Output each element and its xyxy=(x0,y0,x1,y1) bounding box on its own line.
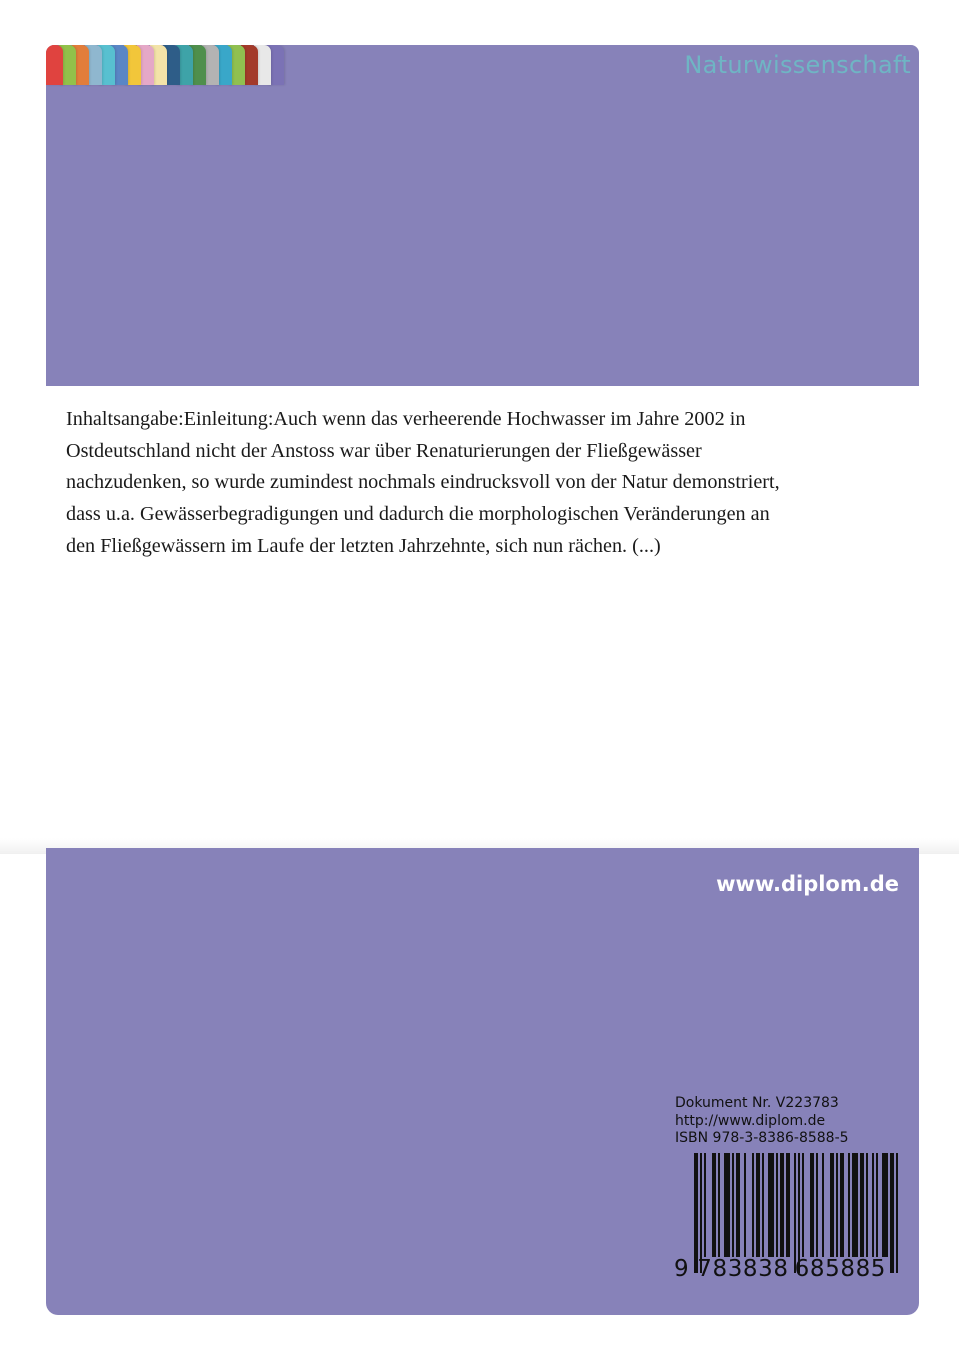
barcode-digits xyxy=(674,1256,886,1282)
barcode-bar xyxy=(866,1153,868,1257)
barcode-bar xyxy=(756,1153,760,1257)
barcode-bar xyxy=(762,1153,764,1257)
barcode-digit-lead: 9 xyxy=(674,1256,690,1282)
barcode-bar xyxy=(896,1153,898,1273)
barcode-bar xyxy=(712,1153,716,1257)
barcode-digits-group1: 783838 xyxy=(697,1256,789,1282)
color-tab xyxy=(46,45,63,85)
cover-top-panel xyxy=(46,45,919,386)
document-url[interactable]: http://www.diplom.de xyxy=(675,1112,826,1129)
barcode-bar xyxy=(840,1153,844,1257)
barcode-bar xyxy=(724,1153,730,1257)
barcode-bar xyxy=(872,1153,874,1257)
barcode-bar xyxy=(882,1153,888,1257)
barcode-bar xyxy=(694,1153,698,1273)
barcode-bar xyxy=(816,1153,818,1257)
barcode-bar xyxy=(768,1153,774,1257)
barcode-bar xyxy=(732,1153,734,1257)
barcode-bar xyxy=(848,1153,850,1257)
category-label: Naturwissenschaft xyxy=(684,51,911,79)
barcode-bar xyxy=(890,1153,894,1273)
isbn: ISBN 978-3-8386-8588-5 xyxy=(675,1130,849,1146)
publisher-website[interactable]: www.diplom.de xyxy=(716,872,899,896)
barcode-bar xyxy=(830,1153,834,1257)
barcode-bar xyxy=(852,1153,858,1257)
barcode-bar xyxy=(876,1153,878,1257)
barcode-bar xyxy=(794,1153,796,1273)
barcode-bar xyxy=(704,1153,706,1257)
barcode-bar xyxy=(860,1153,864,1257)
barcode-bar xyxy=(780,1153,784,1257)
cover-bottom-panel xyxy=(46,848,919,1315)
document-number: Dokument Nr. V223783 xyxy=(675,1095,839,1111)
barcode-bar xyxy=(802,1153,804,1257)
barcode-bar xyxy=(776,1153,778,1257)
barcode-bar xyxy=(752,1153,754,1257)
barcode-bar xyxy=(700,1153,702,1273)
barcode-bar xyxy=(836,1153,838,1257)
barcode-digits-group2: 685885 xyxy=(794,1256,887,1282)
barcode-bar xyxy=(736,1153,740,1257)
color-tab-strip xyxy=(46,45,280,85)
barcode-bar xyxy=(718,1153,720,1257)
isbn-barcode xyxy=(694,1153,900,1273)
blurb-text: Inhaltsangabe:Einleitung:Auch wenn das verheerende Hochwasser im Jahre 2002 in Ostdeutschland nicht der Anstoss war über Renaturierungen der Fließgewässer nachzudenken, so wurde zumindest nochmals eindrucksvoll von der Natur demonstriert, dass u.a. Gewässerbegradigungen und dadurch die morphologischen Veränderungen an den Fließgewässern im Laufe der letzten Jahrzehnte, sich nun rächen. (...) xyxy=(66,408,780,557)
barcode-bar xyxy=(786,1153,790,1257)
barcode-bar xyxy=(798,1153,800,1273)
document-meta xyxy=(675,1095,849,1148)
barcode-bar xyxy=(822,1153,824,1257)
barcode-bar xyxy=(810,1153,814,1257)
barcode-bar xyxy=(744,1153,746,1257)
